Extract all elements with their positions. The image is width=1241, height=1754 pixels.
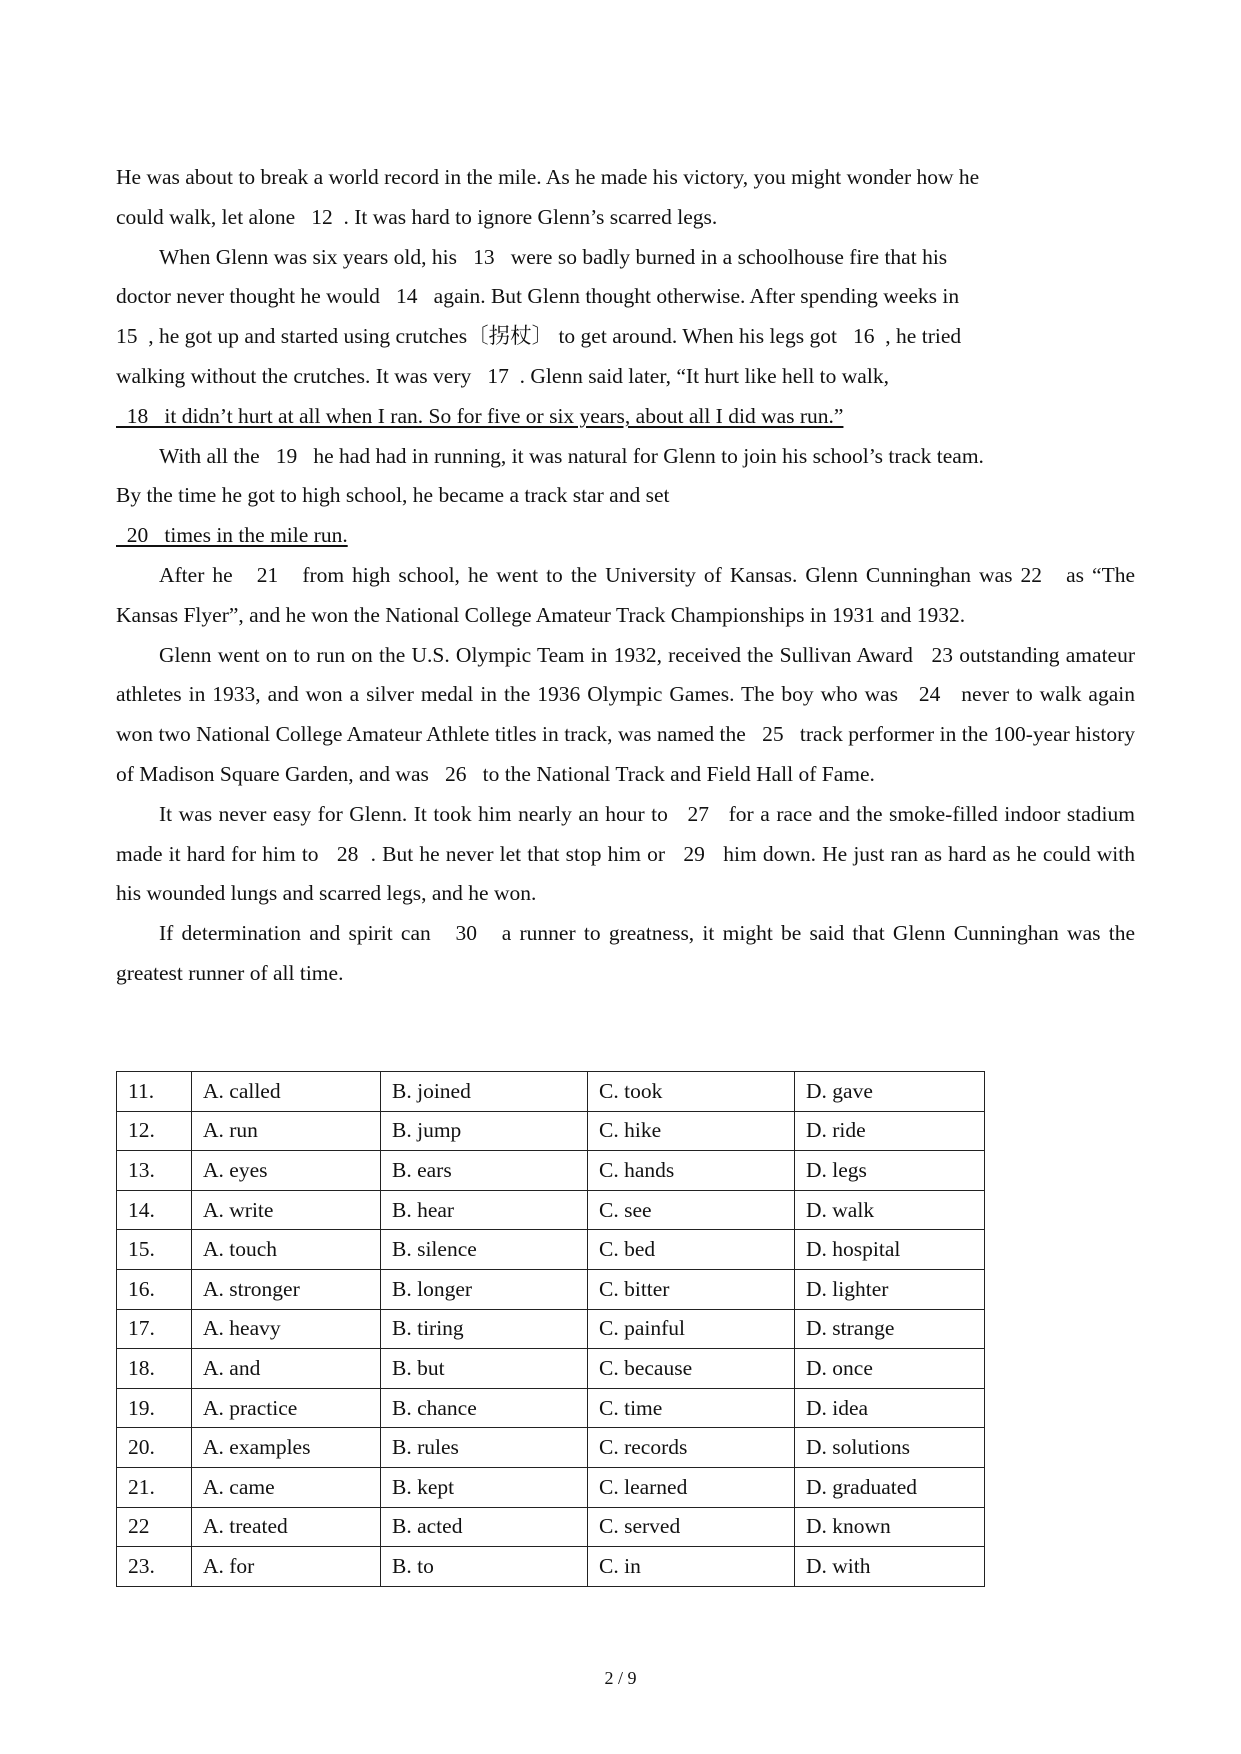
option-cell: C. served: [588, 1507, 795, 1547]
option-cell: D. strange: [795, 1309, 985, 1349]
option-cell: A. examples: [192, 1428, 381, 1468]
option-cell: B. joined: [381, 1072, 588, 1112]
option-cell: B. rules: [381, 1428, 588, 1468]
option-cell: D. legs: [795, 1151, 985, 1191]
option-cell: D. idea: [795, 1388, 985, 1428]
option-cell: B. hear: [381, 1190, 588, 1230]
option-cell: C. records: [588, 1428, 795, 1468]
question-number-cell: 21.: [117, 1467, 192, 1507]
option-cell: C. painful: [588, 1309, 795, 1349]
text-line: walking without the crutches. It was very 17 . Glenn said later, “It hurt like hell to walk,: [116, 363, 889, 388]
paragraph-7: If determination and spirit can 30 a runner to greatness, it might be said that Glenn Cunninghan was the greatest runner of all time.: [116, 921, 1141, 985]
option-cell: A. practice: [192, 1388, 381, 1428]
question-number-cell: 15.: [117, 1230, 192, 1270]
table-row: [117, 1507, 985, 1547]
option-cell: A. treated: [192, 1507, 381, 1547]
option-cell: A. for: [192, 1547, 381, 1587]
option-cell: B. chance: [381, 1388, 588, 1428]
table-row: [117, 1349, 985, 1389]
option-cell: B. to: [381, 1547, 588, 1587]
option-cell: B. but: [381, 1349, 588, 1389]
option-cell: A. heavy: [192, 1309, 381, 1349]
page-number: 2 / 9: [604, 1668, 637, 1688]
table-row: [117, 1111, 985, 1151]
option-cell: B. jump: [381, 1111, 588, 1151]
text-line: doctor never thought he would 14 again. But Glenn thought otherwise. After spending weeks in: [116, 284, 960, 309]
table-row: [117, 1151, 985, 1191]
option-cell: C. hike: [588, 1111, 795, 1151]
paragraph-3: [116, 437, 1135, 556]
question-number-cell: 19.: [117, 1388, 192, 1428]
option-cell: C. hands: [588, 1151, 795, 1191]
text-line: could walk, let alone 12 . It was hard to ignore Glenn’s scarred legs.: [116, 204, 718, 229]
option-cell: B. acted: [381, 1507, 588, 1547]
table-row: [117, 1230, 985, 1270]
paragraph-2: [116, 238, 1135, 437]
question-number-cell: 17.: [117, 1309, 192, 1349]
paragraph-1: [116, 158, 1135, 238]
table-row: [117, 1072, 985, 1112]
option-cell: A. stronger: [192, 1269, 381, 1309]
option-cell: C. took: [588, 1072, 795, 1112]
option-cell: C. bitter: [588, 1269, 795, 1309]
text-line: When Glenn was six years old, his 13 were so badly burned in a schoolhouse fire that his: [159, 244, 948, 269]
passage: [116, 158, 1141, 994]
question-number-cell: 23.: [117, 1547, 192, 1587]
option-cell: D. graduated: [795, 1467, 985, 1507]
option-cell: A. run: [192, 1111, 381, 1151]
table-row: [117, 1388, 985, 1428]
text-line: With all the 19 he had had in running, it was natural for Glenn to join his school’s track team.: [159, 443, 984, 468]
paragraph-6: It was never easy for Glenn. It took him nearly an hour to 27 for a race and the smoke-filled indoor stadium made it hard for him to 28 . But he never let that stop him or 29 him down. He just ran as hard as he could with his wounded lungs and scarred legs, and he won.: [116, 801, 1141, 906]
question-number-cell: 18.: [117, 1349, 192, 1389]
table-row: [117, 1428, 985, 1468]
option-cell: D. known: [795, 1507, 985, 1547]
table-row: [117, 1467, 985, 1507]
option-cell: A. and: [192, 1349, 381, 1389]
underlined-text-line: 18 it didn’t hurt at all when I ran. So for five or six years, about all I did was run.”: [116, 403, 844, 428]
table-row: [117, 1190, 985, 1230]
text-line: 15 , he got up and started using crutches〔拐杖〕 to get around. When his legs got 16 , he tried: [116, 324, 962, 349]
option-cell: B. longer: [381, 1269, 588, 1309]
option-cell: A. eyes: [192, 1151, 381, 1191]
option-cell: A. touch: [192, 1230, 381, 1270]
question-number-cell: 13.: [117, 1151, 192, 1191]
option-cell: C. because: [588, 1349, 795, 1389]
option-cell: D. lighter: [795, 1269, 985, 1309]
option-cell: A. came: [192, 1467, 381, 1507]
option-cell: B. ears: [381, 1151, 588, 1191]
table-row: [117, 1547, 985, 1587]
question-number-cell: 22: [117, 1507, 192, 1547]
option-cell: D. solutions: [795, 1428, 985, 1468]
option-cell: D. ride: [795, 1111, 985, 1151]
paragraph-5: Glenn went on to run on the U.S. Olympic Team in 1932, received the Sullivan Award 23 outstanding amateur athletes in 1933, and won a silver medal in the 1936 Olympic Games. The boy who was 24 never to walk again won two National College Amateur Athlete titles in track, was named the 25 track performer in the 100-year history of Madison Square Garden, and was 26 to the National Track and Field Hall of Fame.: [116, 642, 1141, 786]
option-cell: C. in: [588, 1547, 795, 1587]
table-row: [117, 1309, 985, 1349]
question-number-cell: 16.: [117, 1269, 192, 1309]
option-cell: D. walk: [795, 1190, 985, 1230]
paragraph-4: After he 21 from high school, he went to the University of Kansas. Glenn Cunninghan was 22 as “The Kansas Flyer”, and he won the National College Amateur Track Championships in 1931 and 1932.: [116, 562, 1141, 627]
option-cell: D. gave: [795, 1072, 985, 1112]
option-cell: C. time: [588, 1388, 795, 1428]
option-cell: C. see: [588, 1190, 795, 1230]
underlined-text-line: 20 times in the mile run.: [116, 523, 348, 548]
option-cell: B. tiring: [381, 1309, 588, 1349]
text-line: By the time he got to high school, he became a track star and set: [116, 483, 670, 508]
text-line: He was about to break a world record in the mile. As he made his victory, you might wonder how he: [116, 165, 980, 189]
option-cell: B. silence: [381, 1230, 588, 1270]
option-cell: D. hospital: [795, 1230, 985, 1270]
option-cell: C. bed: [588, 1230, 795, 1270]
option-cell: A. called: [192, 1072, 381, 1112]
question-number-cell: 14.: [117, 1190, 192, 1230]
option-cell: C. learned: [588, 1467, 795, 1507]
options-table: [116, 1071, 985, 1587]
option-cell: D. once: [795, 1349, 985, 1389]
option-cell: D. with: [795, 1547, 985, 1587]
question-number-cell: 11.: [117, 1072, 192, 1112]
question-number-cell: 12.: [117, 1111, 192, 1151]
option-cell: B. kept: [381, 1467, 588, 1507]
question-number-cell: 20.: [117, 1428, 192, 1468]
table-row: [117, 1269, 985, 1309]
option-cell: A. write: [192, 1190, 381, 1230]
